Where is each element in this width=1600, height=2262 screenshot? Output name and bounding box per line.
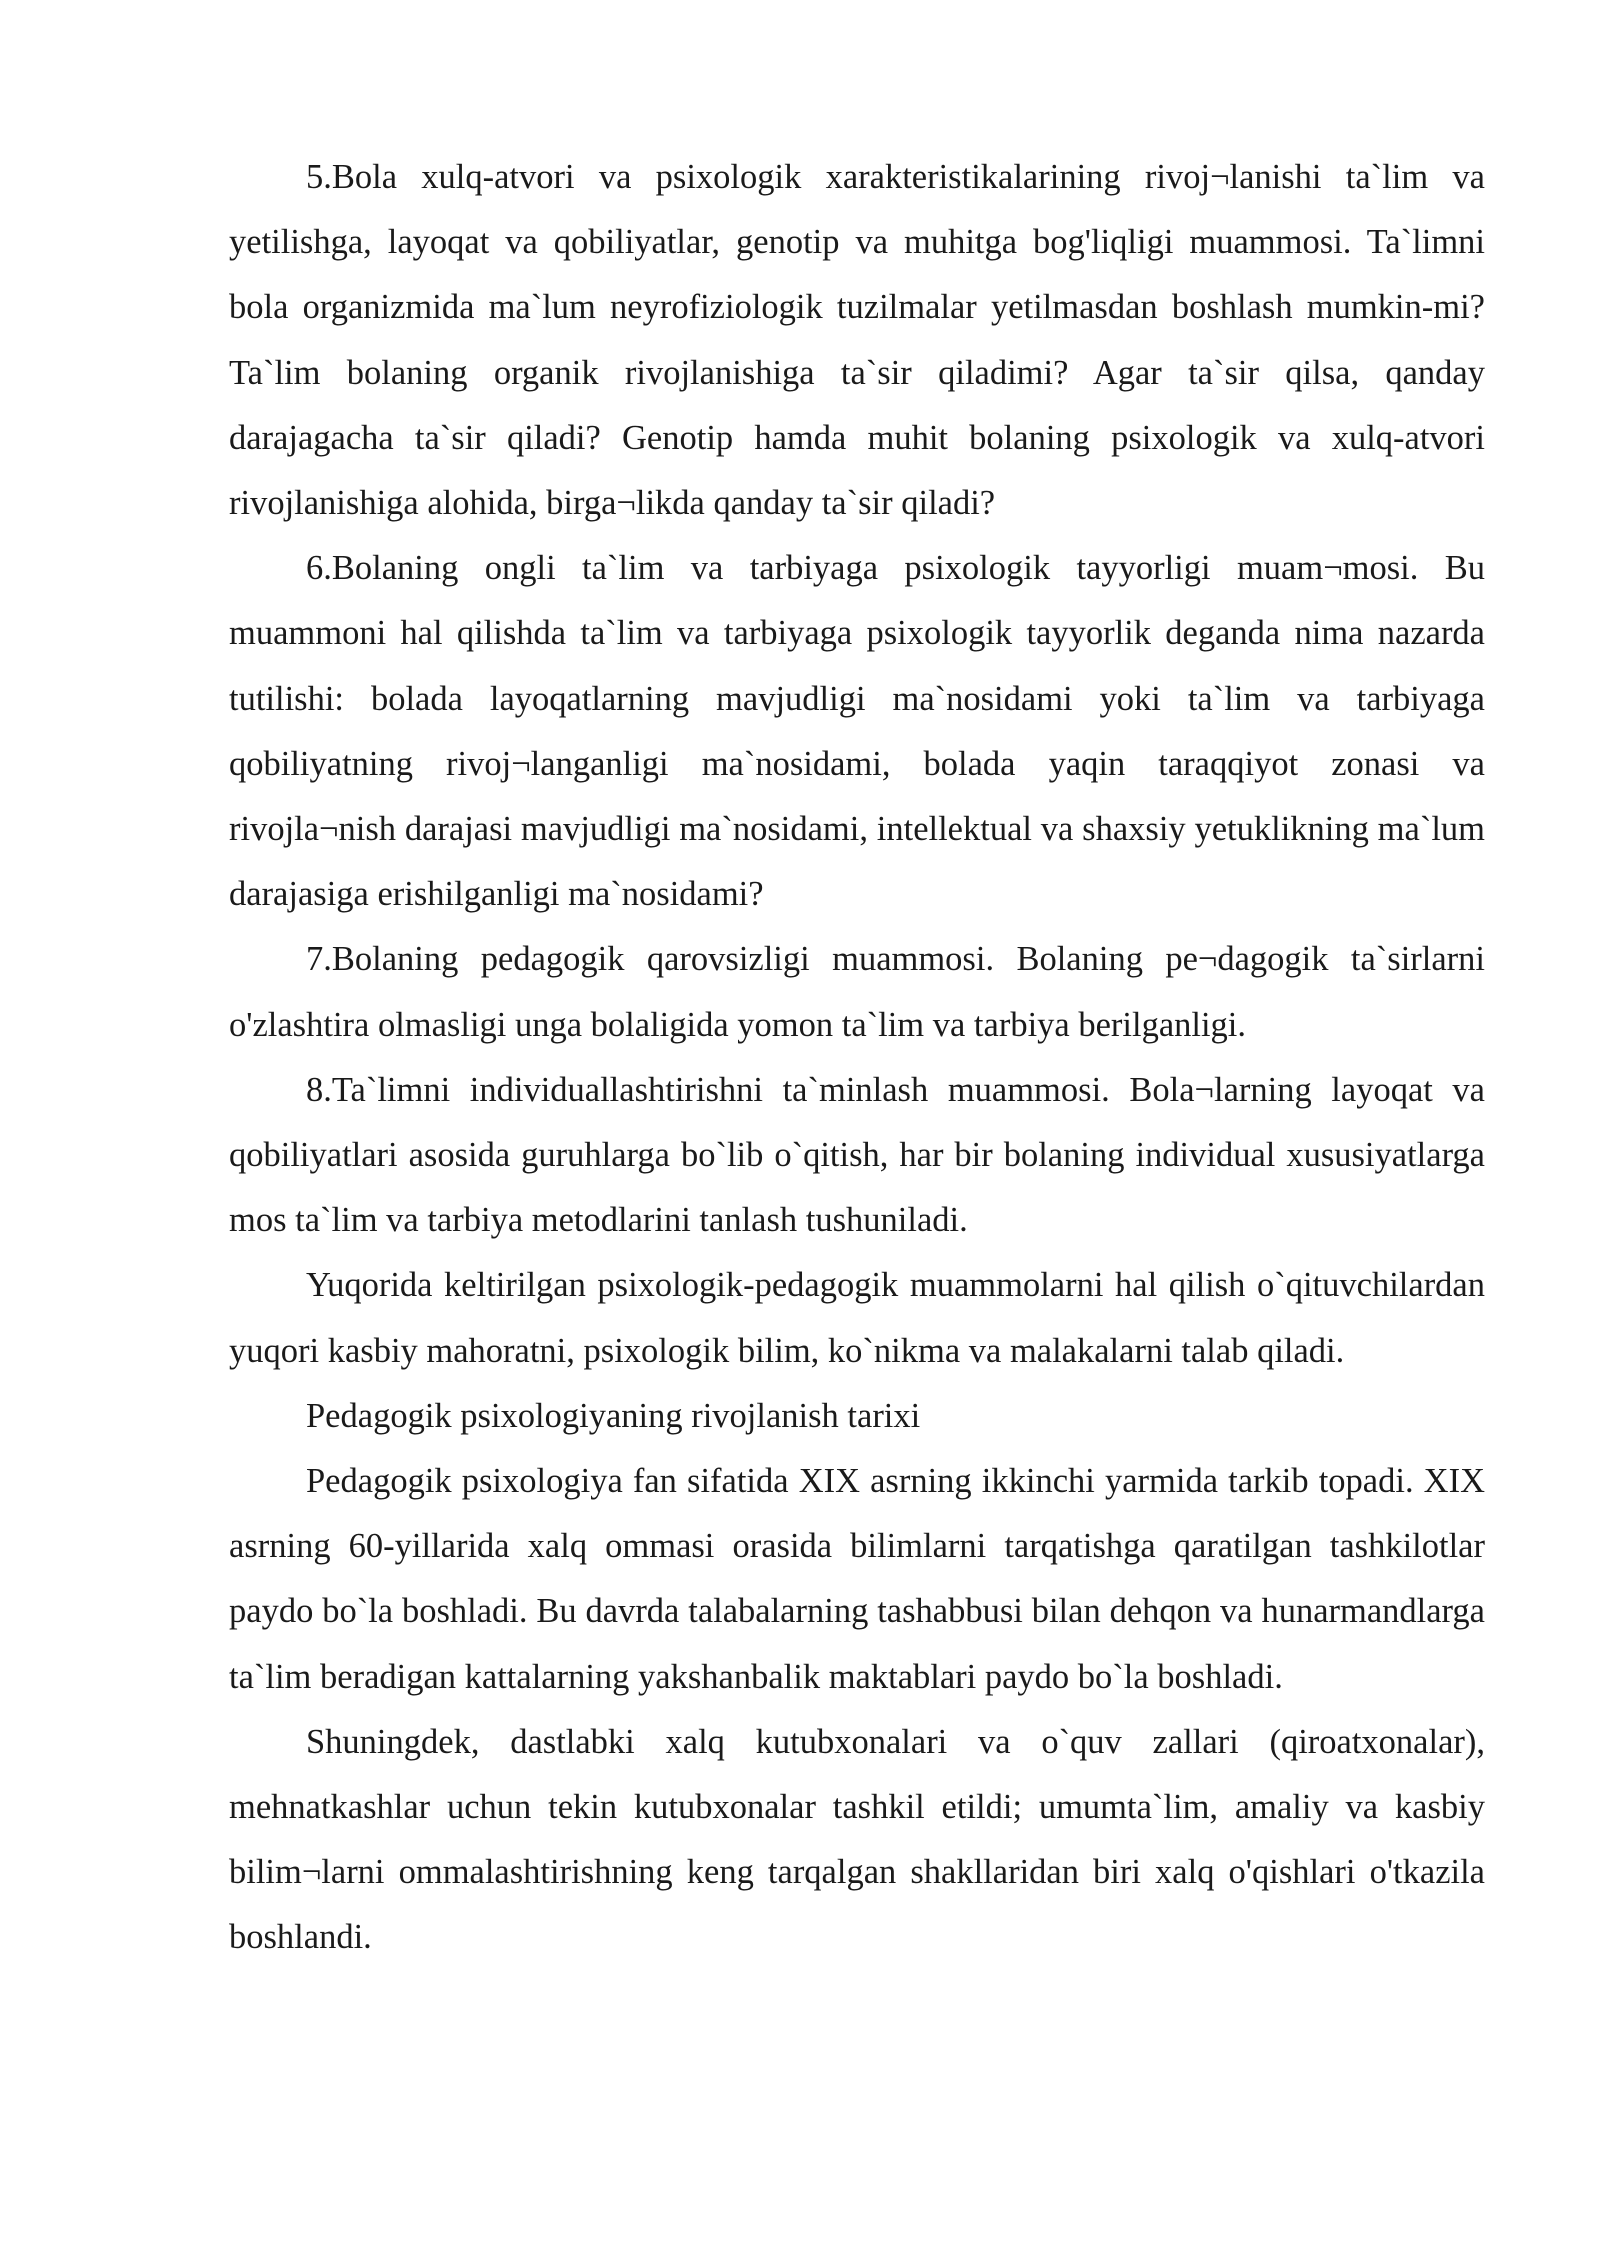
document-body — [229, 145, 1485, 1971]
paragraph-problem-6: 6.Bolaning ongli ta`lim va tarbiyaga psixologik tayyorligi muam¬mosi. Bu muammoni hal qilishda ta`lim va tarbiyaga psixologik tayyorlik deganda nima nazarda tutilishi: bolada layoqatlarning mavjudligi ma`nosidami yoki ta`lim va tarbiyaga qobiliyatning rivoj¬langanligi ma`nosidami, bolada yaqin taraqqiyot zonasi va rivojla¬nish darajasi mavjudligi ma`nosidami, intellektual va shaxsiy yetuklikning ma`lum darajasiga erishilganligi ma`nosidami? — [229, 549, 1485, 914]
paragraph-problem-7: 7.Bolaning pedagogik qarovsizligi muammosi. Bolaning pe¬dagogik ta`sirlarni o'zlashtira olmasligi unga bolaligida yomon ta`lim va tarbiya berilganligi. — [229, 940, 1485, 1044]
paragraph-conclusion: Yuqorida keltirilgan psixologik-pedagogik muammolarni hal qilish o`qituvchilardan yuqori kasbiy mahoratni, psixologik bilim, ko`nikma va malakalarni talab qiladi. — [229, 1266, 1485, 1370]
paragraph-history-2: Shuningdek, dastlabki xalq kutubxonalari va o`quv zallari (qiroatxonalar), mehnatkashlar uchun tekin kutubxonalar tashkil etildi; umumta`lim, amaliy va kasbiy bilim¬larni ommalashtirishning keng tarqalgan shakllaridan biri xalq o'qishlari o'tkazila boshlandi. — [229, 1722, 1485, 1957]
paragraph-problem-8: 8.Ta`limni individuallashtirishni ta`minlash muammosi. Bola¬larning layoqat va qobiliyatlari asosida guruhlarga bo`lib o`qitish, har bir bolaning individual xususiyatlarga mos ta`lim va tarbiya metodlarini tanlash tushuniladi. — [229, 1070, 1485, 1240]
paragraph-history-1: Pedagogik psixologiya fan sifatida XIX asrning ikkinchi yarmida tarkib topadi. XIX asrning 60-yillarida xalq ommasi orasida bilimlarni tarqatishga qaratilgan tashkilotlar paydo bo`la boshladi. Bu davrda talabalarning tashabbusi bilan dehqon va hunarmandlarga ta`lim beradigan kattalarning yakshanbalik maktablari paydo bo`la boshladi. — [229, 1462, 1485, 1696]
paragraph-problem-5: 5.Bola xulq-atvori va psixologik xarakteristikalarining rivoj¬lanishi ta`lim va yetilishga, layoqat va qobiliyatlar, genotip va muhitga bog'liqligi muammosi. Ta`limni bola organizmida ma`lum neyrofiziologik tuzilmalar yetilmasdan boshlash mumkin-mi? Ta`lim bolaning organik rivojlanishiga ta`sir qiladimi? Agar ta`sir qilsa, qanday darajagacha ta`sir qiladi? Genotip hamda muhit bolaning psixologik va xulq-atvori rivojlanishiga alohida, birga¬likda qanday ta`sir qiladi? — [229, 158, 1485, 523]
section-heading-history: Pedagogik psixologiyaning rivojlanish tarixi — [306, 1396, 921, 1435]
